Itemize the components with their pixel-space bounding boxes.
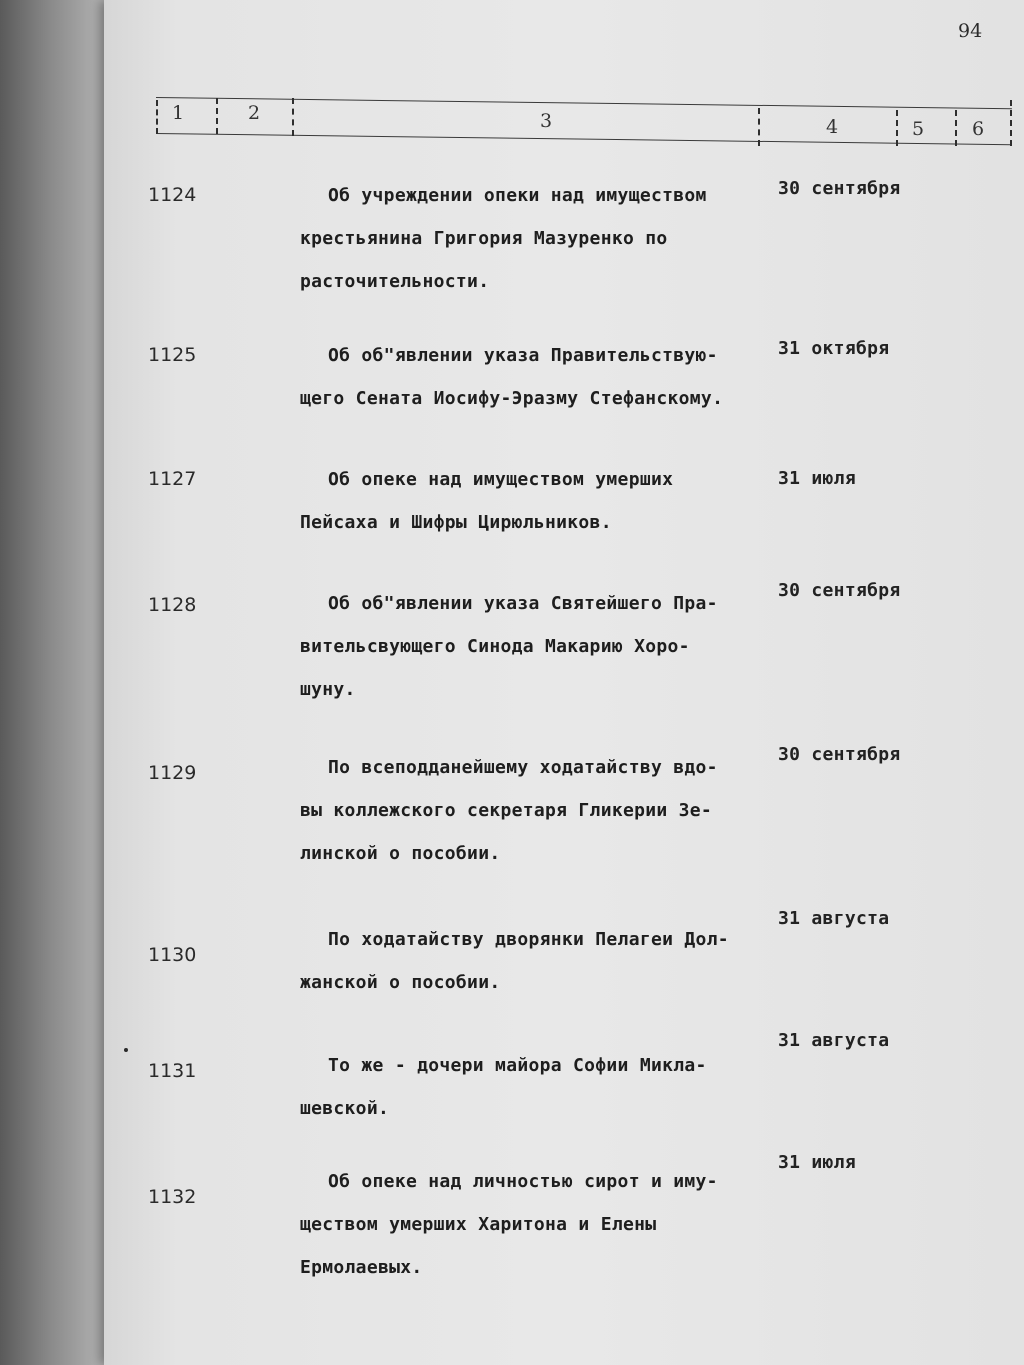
entry-line: расточительности. xyxy=(300,271,490,292)
col-separator-left xyxy=(156,100,160,134)
col-separator-3-4 xyxy=(758,108,762,146)
entry-line: ществом умерших Харитона и Елены xyxy=(300,1214,657,1235)
entry-description xyxy=(300,918,790,1004)
entry-line: Об об"явлении указа Правительствую- xyxy=(328,345,718,366)
entry-description xyxy=(300,582,790,711)
column-header-6: 6 xyxy=(972,118,985,140)
page-number: 94 xyxy=(958,20,983,42)
entry-line: щего Сената Иосифу-Эразму Стефанскому. xyxy=(300,388,724,409)
entry-line: По всеподданейшему ходатайству вдо- xyxy=(328,757,718,778)
entry-number: 1130 xyxy=(148,944,197,966)
entry-line: крестьянина Григория Мазуренко по xyxy=(300,228,668,249)
entry-line: жанской о пособии. xyxy=(300,972,501,993)
col-separator-1-2 xyxy=(216,98,220,134)
entry-description xyxy=(300,334,790,420)
column-header-1: 1 xyxy=(172,102,185,124)
binding-shadow xyxy=(0,0,112,1365)
entry-date: 31 августа xyxy=(778,908,890,929)
margin-dot xyxy=(124,1048,128,1052)
entry-number: 1127 xyxy=(148,468,197,490)
entry-line: То же - дочери майора Софии Микла- xyxy=(328,1055,707,1076)
entry-date: 30 сентября xyxy=(778,744,901,765)
entry-number: 1132 xyxy=(148,1186,197,1208)
entry-description xyxy=(300,1160,790,1289)
entry-number: 1131 xyxy=(148,1060,197,1082)
entry-line: вительсвующего Синода Макарию Хоро- xyxy=(300,636,690,657)
entry-number: 1129 xyxy=(148,762,197,784)
col-separator-2-3 xyxy=(292,98,296,136)
entry-date: 31 августа xyxy=(778,1030,890,1051)
column-header-3: 3 xyxy=(540,110,553,132)
entry-line: Об опеке над личностью сирот и иму- xyxy=(328,1171,718,1192)
entry-line: Пейсаха и Шифры Цирюльников. xyxy=(300,512,612,533)
entry-line: По ходатайству дворянки Пелагеи Дол- xyxy=(328,929,729,950)
entry-date: 31 июля xyxy=(778,468,856,489)
entry-description xyxy=(300,1044,790,1130)
entry-description xyxy=(300,746,790,875)
entry-line: Ермолаевых. xyxy=(300,1257,423,1278)
column-header-2: 2 xyxy=(248,102,261,124)
entry-number: 1125 xyxy=(148,344,197,366)
col-separator-right xyxy=(1010,100,1014,146)
column-header-5: 5 xyxy=(912,118,925,140)
entry-description xyxy=(300,174,790,303)
entry-number: 1128 xyxy=(148,594,197,616)
entry-line: Об опеке над имуществом умерших xyxy=(328,469,674,490)
col-separator-5-6 xyxy=(955,110,959,146)
entry-date: 30 сентября xyxy=(778,178,901,199)
col-separator-4-5 xyxy=(896,110,900,146)
entry-line: шевской. xyxy=(300,1098,390,1119)
entry-line: шуну. xyxy=(300,679,356,700)
entry-date: 31 июля xyxy=(778,1152,856,1173)
entry-line: линской о пособии. xyxy=(300,843,501,864)
entry-description xyxy=(300,458,790,544)
entry-date: 30 сентября xyxy=(778,580,901,601)
entry-number: 1124 xyxy=(148,184,197,206)
entry-line: Об об"явлении указа Святейшего Пра- xyxy=(328,593,718,614)
entry-line: Об учреждении опеки над имуществом xyxy=(328,185,707,206)
entry-date: 31 октября xyxy=(778,338,890,359)
entry-line: вы коллежского секретаря Гликерии Зе- xyxy=(300,800,713,821)
column-header-4: 4 xyxy=(826,116,839,138)
